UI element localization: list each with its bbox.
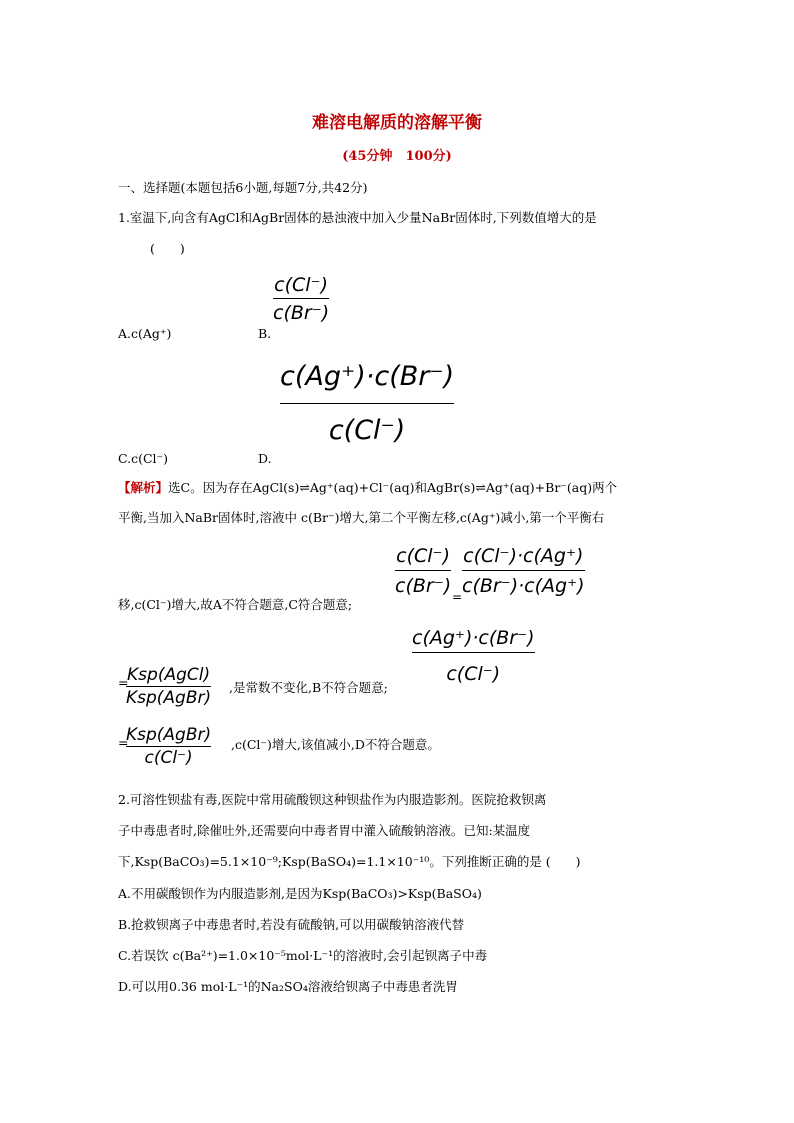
- section-heading: 一、选择题(本题包括6小题,每题7分,共42分): [118, 180, 368, 195]
- question-2-line-1: 2.可溶性钡盐有毒,医院中常用硫酸钡这种钡盐作为内服造影剂。医院抢救钡离: [118, 792, 547, 807]
- ksp-agbr-fraction: Ksp(AgBr) c(Cl⁻): [126, 725, 212, 768]
- analysis-line-1: 【解析】选C。因为存在AgCl(s)⇌Ag⁺(aq)+Cl⁻(aq)和AgBr(s)⇌Ag⁺(aq)+Br⁻(aq)两个: [118, 480, 618, 495]
- question-1-blank: ( ): [150, 241, 185, 256]
- option-b-numerator: c(Cl⁻): [274, 274, 328, 296]
- page-title: 难溶电解质的溶解平衡: [312, 113, 482, 133]
- question-1-stem: 1.室温下,向含有AgCl和AgBr固体的悬浊液中加入少量NaBr固体时,下列数值增大的是: [118, 210, 597, 225]
- analysis-line-3: 移,c(Cl⁻)增大,故A不符合题意,C符合题意;: [118, 597, 353, 612]
- option-a: A.c(Ag⁺): [118, 326, 172, 341]
- question-2-option-c: C.若误饮 c(Ba²⁺)=1.0×10⁻⁵mol·L⁻¹的溶液时,会引起钡离子中毒: [118, 948, 488, 963]
- equals-sign: =: [118, 675, 129, 690]
- option-b-denominator: c(Br⁻): [273, 302, 330, 324]
- analysis-line-2: 平衡,当加入NaBr固体时,溶液中 c(Br⁻)增大,第二个平衡左移,c(Ag⁺)减小,第一个平衡右: [118, 510, 605, 525]
- option-c: C.c(Cl⁻): [118, 451, 169, 466]
- option-d-label: D.: [258, 451, 272, 466]
- equals-sign: =: [118, 735, 129, 750]
- page-subtitle: (45分钟 100分): [342, 149, 452, 164]
- equals-sign: =: [452, 590, 463, 604]
- analysis-line-4: ,是常数不变化,B不符合题意;: [229, 680, 388, 695]
- question-2-option-b: B.抢救钡离子中毒患者时,若没有硫酸钠,可以用碳酸钠溶液代替: [118, 917, 465, 932]
- option-d-fraction: [280, 355, 454, 458]
- analysis-fraction-2: c(Cl⁻)·c(Ag⁺) c(Br⁻)·c(Ag⁺): [462, 545, 585, 597]
- analysis-line-5: ,c(Cl⁻)增大,该值减小,D不符合题意。: [231, 737, 440, 752]
- option-d-denominator: c(Cl⁻): [328, 415, 406, 446]
- question-2-line-3: 下,Ksp(BaCO₃)=5.1×10⁻⁹;Ksp(BaSO₄)=1.1×10⁻¹⁰。下列推断正确的是 ( ): [118, 854, 581, 869]
- ksp-ratio-fraction: Ksp(AgCl) Ksp(AgBr): [126, 665, 212, 708]
- analysis-tag: 【解析】: [118, 480, 169, 495]
- question-2-option-d: D.可以用0.36 mol·L⁻¹的Na₂SO₄溶液给钡离子中毒患者洗胃: [118, 979, 458, 994]
- question-2-line-2: 子中毒患者时,除催吐外,还需要向中毒者胃中灌入硫酸钠溶液。已知:某温度: [118, 823, 531, 838]
- option-d-numerator: c(Ag⁺)·c(Br⁻): [280, 361, 455, 392]
- question-2-option-a: A.不用碳酸钡作为内服造影剂,是因为Ksp(BaCO₃)>Ksp(BaSO₄): [118, 886, 482, 901]
- analysis-fraction-1: c(Cl⁻) c(Br⁻): [395, 545, 452, 597]
- option-b-fraction: [273, 272, 329, 327]
- option-b-label: B.: [258, 326, 272, 341]
- analysis-fraction-3: c(Ag⁺)·c(Br⁻) c(Cl⁻): [412, 627, 535, 685]
